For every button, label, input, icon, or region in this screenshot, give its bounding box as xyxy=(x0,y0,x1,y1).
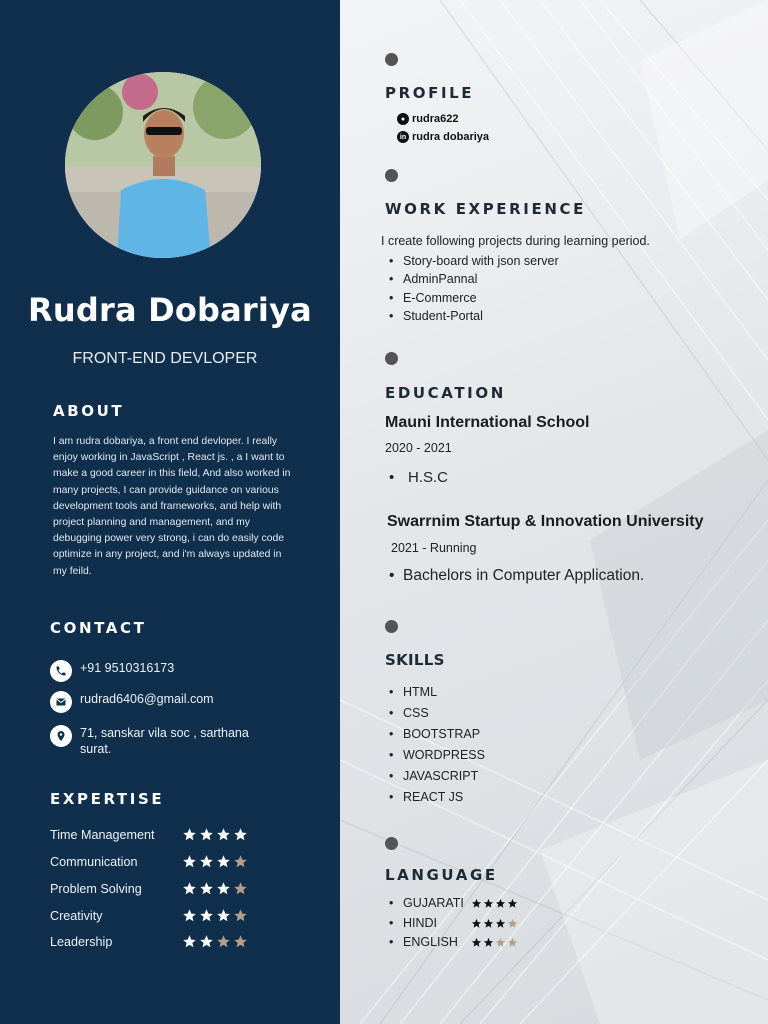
linkedin-icon: in xyxy=(397,131,409,143)
star-filled-icon xyxy=(483,898,494,909)
star-empty-icon xyxy=(507,937,518,948)
skill-item: • WORDPRESS xyxy=(385,745,485,766)
section-dot xyxy=(385,53,398,66)
education-heading: EDUCATION xyxy=(385,384,506,402)
contact-email xyxy=(50,691,214,713)
rating-stars xyxy=(182,881,248,896)
star-empty-icon xyxy=(233,908,248,923)
contact-phone xyxy=(50,660,174,682)
star-empty-icon xyxy=(507,918,518,929)
right-panel xyxy=(340,0,768,1024)
phone-number: +91 9510316173 xyxy=(80,661,175,675)
address xyxy=(80,725,249,757)
star-filled-icon xyxy=(182,934,197,949)
star-empty-icon xyxy=(233,934,248,949)
linkedin-username: rudra dobariya xyxy=(412,131,490,143)
skill-item: • JAVASCRIPT xyxy=(385,766,485,787)
contact-heading: CONTACT xyxy=(50,619,147,637)
expertise-label: Leadership xyxy=(50,934,113,949)
star-empty-icon xyxy=(233,854,248,869)
language-item xyxy=(385,935,518,949)
skill-item: • HTML xyxy=(385,682,485,703)
expertise-label: Time Management xyxy=(50,827,155,842)
rating-stars xyxy=(182,854,248,869)
rating-stars xyxy=(471,937,518,948)
star-filled-icon xyxy=(182,827,197,842)
profile-heading: PROFILE xyxy=(385,84,475,102)
star-filled-icon xyxy=(471,937,482,948)
star-filled-icon xyxy=(216,854,231,869)
star-filled-icon xyxy=(471,918,482,929)
expertise-item xyxy=(50,827,250,842)
star-filled-icon xyxy=(216,827,231,842)
language-heading: LANGUAGE xyxy=(385,866,498,884)
about-heading: ABOUT xyxy=(53,402,125,420)
skill-item: • BOOTSTRAP xyxy=(385,724,485,745)
skills-list xyxy=(385,682,485,808)
email-address: rudrad6406@gmail.com xyxy=(80,692,214,706)
job-title: FRONT-END DEVLOPER xyxy=(72,350,258,367)
section-dot xyxy=(385,352,398,365)
section-dot xyxy=(385,620,398,633)
project-list xyxy=(385,252,559,325)
github-icon: ● xyxy=(397,113,409,125)
star-filled-icon xyxy=(199,934,214,949)
star-filled-icon xyxy=(507,898,518,909)
star-filled-icon xyxy=(182,854,197,869)
section-dot xyxy=(385,837,398,850)
star-filled-icon xyxy=(199,881,214,896)
star-empty-icon xyxy=(495,937,506,948)
rating-stars xyxy=(471,918,518,929)
project-item: • E-Commerce xyxy=(385,289,559,307)
expertise-item xyxy=(50,881,250,896)
star-filled-icon xyxy=(233,827,248,842)
school-degree-list xyxy=(385,469,448,486)
university-degree: • Bachelors in Computer Application. xyxy=(385,567,644,585)
university-years: 2021 - Running xyxy=(391,541,477,555)
star-empty-icon xyxy=(216,934,231,949)
language-label: • HINDI xyxy=(385,916,471,930)
linkedin-link[interactable] xyxy=(397,131,489,143)
rating-stars xyxy=(471,898,518,909)
expertise-label: Creativity xyxy=(50,908,103,923)
rating-stars xyxy=(182,827,248,842)
language-item xyxy=(385,896,518,910)
section-dot xyxy=(385,169,398,182)
school-degree: • H.S.C xyxy=(385,469,448,486)
expertise-item xyxy=(50,854,250,869)
expertise-label: Problem Solving xyxy=(50,881,142,896)
language-item xyxy=(385,916,518,930)
university-name: Swarrnim Startup & Innovation University xyxy=(387,513,704,530)
star-filled-icon xyxy=(199,854,214,869)
expertise-heading: EXPERTISE xyxy=(50,790,165,808)
skills-heading: SKILLS xyxy=(385,651,445,669)
rating-stars xyxy=(182,908,248,923)
star-filled-icon xyxy=(182,881,197,896)
expertise-label: Communication xyxy=(50,854,138,869)
expertise-item xyxy=(50,908,250,923)
about-text: I am rudra dobariya, a front end devloper. I really enjoy working in JavaScript , React js. , a I want to make a good career in this field, And also worked in many projects, I can provide guidance on various development tools and frameworks, and help with project planning and management, and my debugging power very strong, i can do easily code optimize in any project, and i'm always updated in my feild. xyxy=(53,436,291,577)
left-panel xyxy=(0,0,340,1024)
star-filled-icon xyxy=(199,827,214,842)
star-filled-icon xyxy=(199,908,214,923)
star-filled-icon xyxy=(182,908,197,923)
skill-item: • CSS xyxy=(385,703,485,724)
expertise-item xyxy=(50,934,250,949)
project-item: • Student-Portal xyxy=(385,307,559,325)
star-filled-icon xyxy=(495,918,506,929)
rating-stars xyxy=(182,934,248,949)
project-item: • AdminPannal xyxy=(385,270,559,288)
phone-icon xyxy=(50,660,72,682)
star-filled-icon xyxy=(495,898,506,909)
school-years: 2020 - 2021 xyxy=(385,441,452,455)
school-name: Mauni International School xyxy=(385,414,590,431)
star-filled-icon xyxy=(483,918,494,929)
skill-item: • REACT JS xyxy=(385,787,485,808)
full-name: Rudra Dobariya xyxy=(28,291,312,329)
star-filled-icon xyxy=(471,898,482,909)
star-filled-icon xyxy=(216,881,231,896)
github-username: rudra622 xyxy=(412,113,459,125)
address-line-1: 71, sanskar vila soc , sarthana xyxy=(80,726,249,740)
github-link[interactable] xyxy=(397,113,458,125)
work-experience-heading: WORK EXPERIENCE xyxy=(385,200,586,218)
work-intro: I create following projects during learning period. xyxy=(381,234,650,248)
language-label: • ENGLISH xyxy=(385,935,471,949)
star-empty-icon xyxy=(233,881,248,896)
address-line-2: surat. xyxy=(80,742,112,756)
contact-address xyxy=(50,725,249,757)
profile-photo xyxy=(65,72,261,258)
mail-icon xyxy=(50,691,72,713)
star-filled-icon xyxy=(483,937,494,948)
location-pin-icon xyxy=(50,725,72,747)
project-item: • Story-board with json server xyxy=(385,252,559,270)
university-degree-list xyxy=(385,567,644,585)
language-label: • GUJARATI xyxy=(385,896,471,910)
star-filled-icon xyxy=(216,908,231,923)
